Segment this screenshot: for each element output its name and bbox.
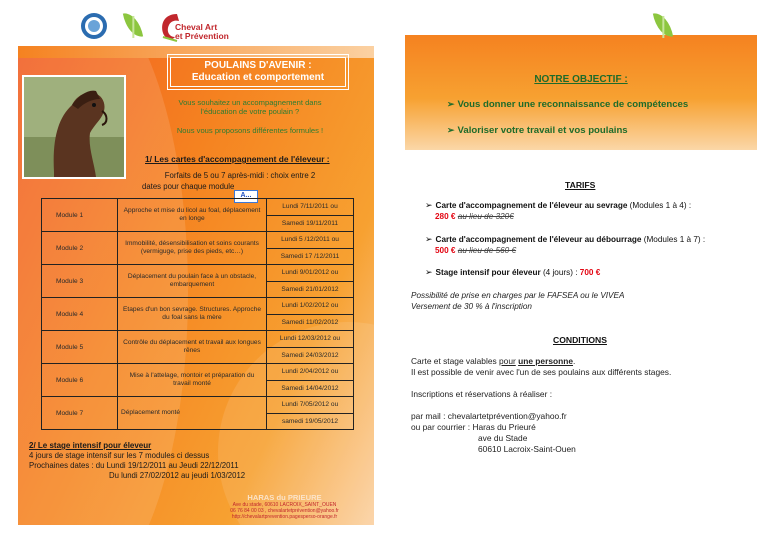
stage-details: 4 jours de stage intensif sur les 7 modules ci dessus Prochaines dates : du Lundi 19/12/2011 au Jeudi 22/12/2011 Du lundi 27/02/2012 au jeudi 1/03/2012 (29, 451, 246, 480)
module-dates: Lundi 2/04/2012 ou Samedi 14/04/2012 (267, 364, 354, 397)
modules-table (41, 198, 354, 430)
table-row (42, 364, 354, 397)
module-name: Module 2 (42, 232, 118, 265)
tarifs-title: TARIFS (565, 180, 596, 190)
tarif-item: ➢ Carte d'accompagnement de l'éleveur au débourrage (Modules 1 à 7) : 500 € au lieu de 560 € (425, 234, 706, 255)
table-row (42, 397, 354, 430)
title-box (170, 57, 346, 87)
module-name: Module 6 (42, 364, 118, 397)
tarif-item: ➢ Stage intensif pour éleveur (4 jours) : 700 € (425, 267, 601, 277)
module-dates: Lundi 7/11/2011 ou Samedi 19/11/2011 (267, 199, 354, 232)
title-line2: Education et comportement (191, 72, 325, 83)
module-name: Module 7 (42, 397, 118, 430)
module-desc: Etapes d'un bon sevrage. Structures. Approche du foal sans la mère (118, 298, 267, 331)
module-name: Module 1 (42, 199, 118, 232)
module-dates: Lundi 12/03/2012 ou Samedi 24/03/2012 (267, 331, 354, 364)
module-name: Module 4 (42, 298, 118, 331)
module-dates: Lundi 7/05/2012 ou samedi 19/05/2012 (267, 397, 354, 430)
table-row (42, 265, 354, 298)
tarif-item: ➢ Carte d'accompagnement de l'éleveur au sevrage (Modules 1 à 4) : 280 € au lieu de 320€ (425, 200, 692, 221)
chambre-agriculture-logo (80, 12, 108, 40)
table-row (42, 331, 354, 364)
module-desc: Approche et mise du licol au foal, déplacement en longe (118, 199, 267, 232)
module-name: Module 3 (42, 265, 118, 298)
module-desc: Déplacement monté (118, 397, 267, 430)
haras-title: HARAS du PRIEURE (247, 493, 322, 502)
section2-heading: 2/ Le stage intensif pour éleveur (29, 441, 152, 450)
objective-item: ➢ Valoriser votre travail et vos poulains (447, 125, 628, 136)
objective-title: NOTRE OBJECTIF : (534, 74, 628, 85)
table-row (42, 298, 354, 331)
module-dates: Lundi 1/02/2012 ou Samedi 11/02/2012 (267, 298, 354, 331)
table-row (42, 232, 354, 265)
module-desc: Déplacement du poulain face à un obstacle, embarquement (118, 265, 267, 298)
section1-heading: 1/ Les cartes d'accompagnement de l'éleveur : (145, 154, 330, 164)
haras-url: http://chevalartprevention.pagesperso-orange.fr (231, 514, 338, 520)
module-desc: Contrôle du déplacement et travail aux longues rênes (118, 331, 267, 364)
haras-address: Ave du stade, 60610 LACROIX_SAINT_OUEN (232, 502, 337, 508)
registration-heading: Inscriptions et réservations à réaliser : (411, 389, 553, 399)
section1-intro: Forfaits de 5 ou 7 après-midi : choix entre 2 dates pour chaque module (142, 171, 316, 191)
lead-question: Vous souhaitez un accompagnement dans l'éducation de votre poulain ? (178, 98, 322, 116)
funding-note: Possibilité de prise en charges par le FAFSEA ou le VIVEA Versement de 30 % à l'inscription (411, 291, 625, 311)
conditions-title: CONDITIONS (553, 335, 607, 345)
module-dates: Lundi 9/01/2012 ou Samedi 21/01/2012 (267, 265, 354, 298)
conditions-text: Carte et stage valables pour une personne. Il est possible de venir avec l'un de ses poulains aux différents stages. (411, 356, 672, 377)
contact-email[interactable]: par mail : chevalartetprévention@yahoo.fr (411, 411, 567, 421)
contact-block: par mail : chevalartetprévention@yahoo.fr ou par courrier : Haras du Prieuré ave du Stade 60610 Lacroix-Saint-Ouen (411, 411, 576, 454)
overflow-badge[interactable]: A... (234, 190, 258, 203)
haras-footer (217, 493, 352, 520)
cheval-art-logo-text: Cheval Art et Prévention (175, 22, 229, 41)
module-dates: Lundi 5 /12/2011 ou Samedi 17 /12/2011 (267, 232, 354, 265)
table-row (42, 199, 354, 232)
module-desc: Immobilité, désensibilisation et soins courants (vermiguge, prise des pieds, etc…) (118, 232, 267, 265)
haras-contact: 06 76 84 00 03 , chevalartetprévention@yahoo.fr (230, 508, 339, 514)
objective-item: ➢ Vous donner une reconnaissance de compétences (447, 99, 689, 110)
module-desc: Mise à l'attelage, montoir et préparation du travail monté (118, 364, 267, 397)
lead-offer: Nous vous proposons différentes formules ! (176, 126, 324, 135)
title-line1: POULAINS D'AVENIR : (204, 60, 312, 71)
foal-photo (22, 75, 126, 179)
module-name: Module 5 (42, 331, 118, 364)
